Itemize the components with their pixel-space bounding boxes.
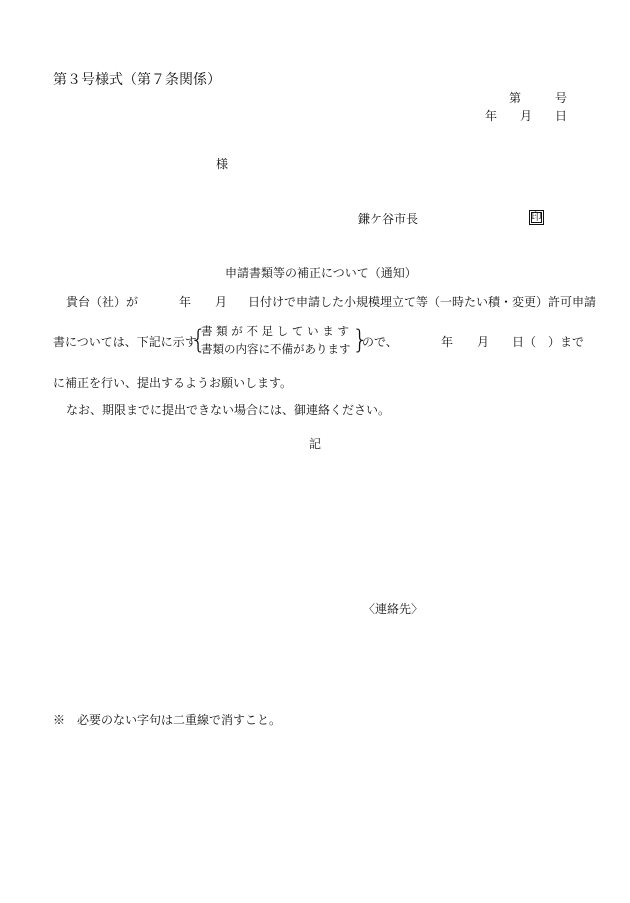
body-line1-month: 月 — [215, 295, 228, 309]
seal-mark: 印 — [529, 210, 544, 225]
body-line4: なお、期限までに提出できない場合には、御連絡ください。 — [66, 403, 391, 417]
option-incomplete-content: 書類の内容に不備があります — [201, 342, 351, 356]
ki-heading: 記 — [309, 437, 322, 451]
option-missing-documents: 書 類 が 不 足 し て い ま す — [201, 324, 349, 338]
body-line1-suffix: 日付けで申請した小規模埋立て等（一時たい積・変更）許可申請 — [248, 295, 597, 309]
doc-number-dai: 第 — [509, 91, 522, 105]
left-brace: { — [190, 325, 207, 355]
sender-name: 鎌ケ谷市長 — [358, 212, 419, 226]
body-line2-deadline: 日（ ）まで — [512, 335, 585, 349]
contact-label: 〈連絡先〉 — [363, 602, 424, 616]
right-brace: } — [352, 325, 369, 355]
body-line3: に補正を行い、提出するようお願いします。 — [53, 376, 293, 390]
subject-title: 申請書類等の補正について（通知） — [225, 266, 417, 280]
date-year: 年 — [485, 109, 498, 123]
addressee-suffix: 様 — [216, 157, 229, 171]
body-line2-prefix: 書については、下記に示す — [53, 335, 197, 349]
date-day: 日 — [555, 109, 568, 123]
date-month: 月 — [520, 109, 533, 123]
doc-number-go: 号 — [555, 91, 568, 105]
body-line2-month: 月 — [477, 335, 490, 349]
footnote: ※ 必要のない字句は二重線で消すこと。 — [53, 713, 282, 727]
body-line2-connector: ので、 — [362, 335, 398, 349]
body-line1-year: 年 — [179, 295, 192, 309]
form-number: 第３号様式（第７条関係） — [53, 72, 221, 88]
body-line1-prefix: 貴台（社）が — [66, 295, 139, 309]
body-line2-year: 年 — [441, 335, 454, 349]
